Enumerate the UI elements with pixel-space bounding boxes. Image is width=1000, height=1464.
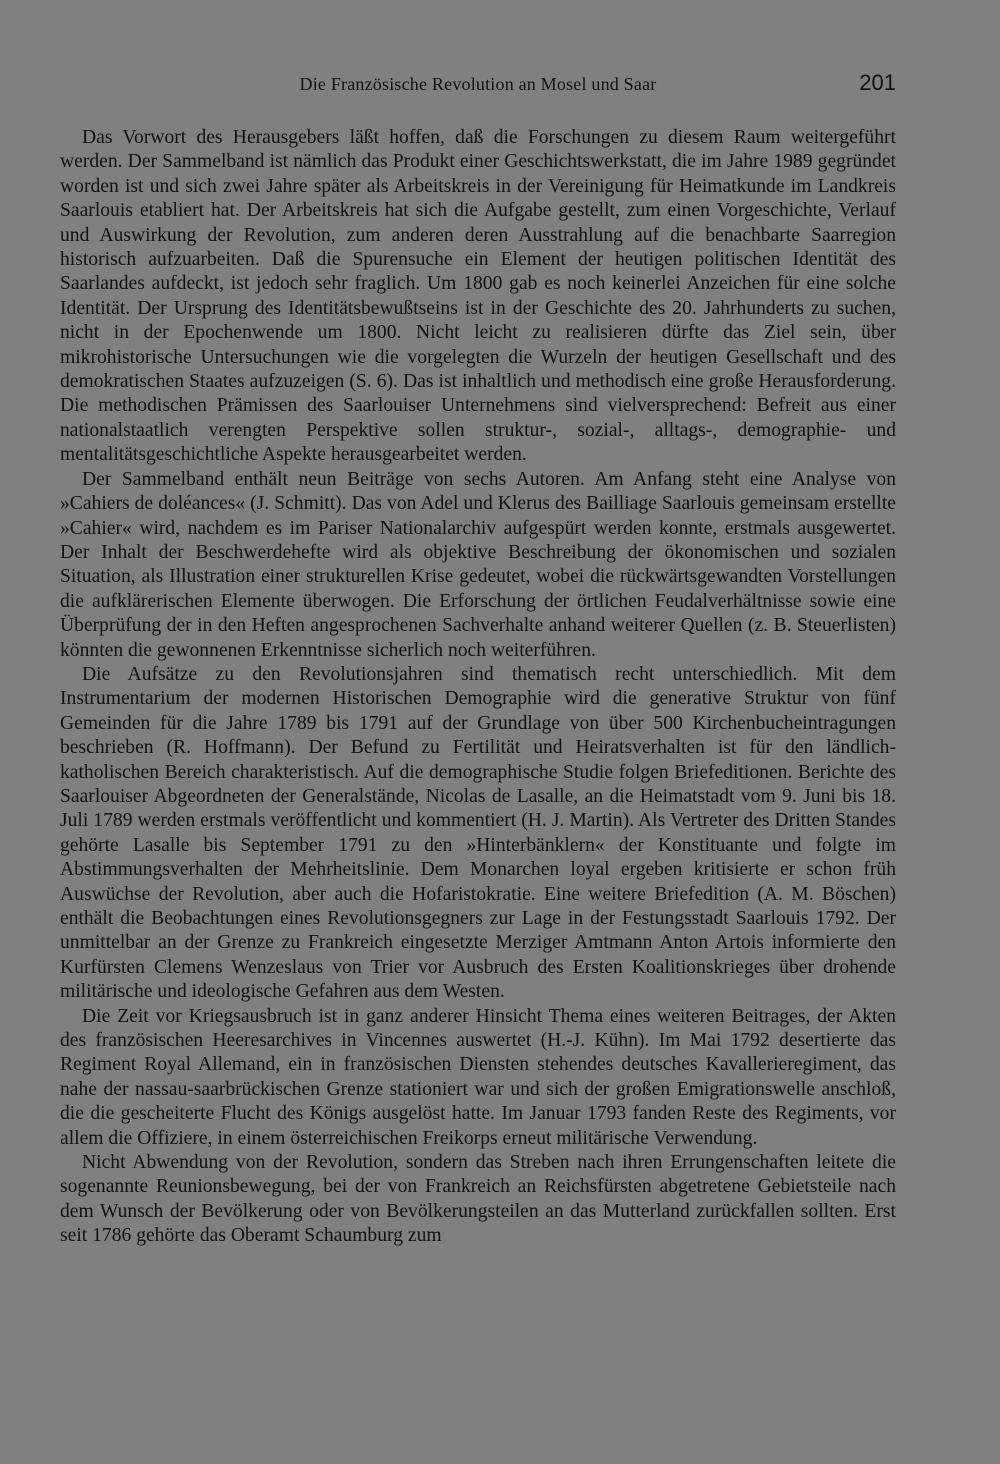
running-header [60,70,896,100]
page-number: 201 [859,70,896,95]
paragraph: Nicht Abwendung von der Revolution, sondern das Streben nach ihren Errungenschaften leitete die sogenannte Reunionsbewegung, bei der von Frankreich an Reichsfürsten abgetretene Gebietsteile nach dem Wunsch der Bevölkerung oder von Bevölkerungsteilen an das Mutterland zurückfallen sollten. Erst seit 1786 gehörte das Oberamt Schaumburg zum [60,1152,896,1247]
running-title: Die Französische Revolution an Mosel und Saar [299,74,657,94]
paragraph: Die Aufsätze zu den Revolutionsjahren sind thematisch recht unterschiedlich. Mit dem Instrumentarium der modernen Historischen Demographie wird die generative Struktur von fünf Gemeinden für die Jahre 1789 bis 1791 auf der Grundlage von über 500 Kirchenbucheintragungen beschrieben (R. Hoffmann). Der Befund zu Fertilität und Heiratsverhalten ist für den ländlich-katholischen Bereich charakteristisch. Auf die demographische Studie folgen Briefeditionen. Berichte des Saarlouiser Abgeordneten der Generalstände, Nicolas de Lasalle, an die Heimatstadt vom 9. Juni bis 18. Juli 1789 werden erstmals veröffentlicht und kommentiert (H. J. Martin). Als Vertreter des Dritten Standes gehörte Lasalle bis September 1791 zu den »Hinterbänklern« der Konstituante und folgte im Abstimmungsverhalten der Mehrheitslinie. Dem Monarchen loyal ergeben kritisierte er schon früh Auswüchse der Revolution, aber auch die Hofaristokratie. Eine weitere Briefedition (A. M. Böschen) enthält die Beobachtungen eines Revolutionsgegners zur Lage in der Festungsstadt Saarlouis 1792. Der unmittelbar an der Grenze zu Frankreich eingesetzte Merziger Amtmann Anton Artois informierte den Kurfürsten Clemens Wenzeslaus von Trier vor Ausbruch des Ersten Koalitionskrieges über drohende militärische und ideologische Gefahren aus dem Westen. [60,663,896,1003]
paragraph: Der Sammelband enthält neun Beiträge von sechs Autoren. Am Anfang steht eine Analyse von »Cahiers de doléances« (J. Schmitt). Das von Adel und Klerus des Bailliage Saarlouis gemeinsam erstellte »Cahier« wird, nachdem es im Pariser Nationalarchiv aufgespürt werden konnte, erstmals ausgewertet. Der Inhalt der Beschwerdehefte wird als objektive Beschreibung der ökonomischen und sozialen Situation, als Illustration einer strukturellen Krise gedeutet, wobei die rückwärtsgewandten Vorstellungen die aufklärerischen Elemente überwogen. Die Erforschung der örtlichen Feudalverhältnisse sowie eine Überprüfung der in den Heften angesprochenen Sachverhalte anhand weiterer Quellen (z. B. Steuerlisten) könnten die gewonnenen Erkenntnisse sicherlich noch weiterführen. [60,468,896,661]
book-page [60,0,896,1464]
paragraph: Die Zeit vor Kriegsausbruch ist in ganz anderer Hinsicht Thema eines weiteren Beitrages, der Akten des französischen Heeresarchives in Vincennes auswertet (H.-J. Kühn). Im Mai 1792 desertierte das Regiment Royal Allemand, ein in französischen Diensten stehendes deutsches Kavallerieregiment, das nahe der nassau-saarbrückischen Grenze stationiert war und sich der großen Emigrationswelle anschloß, die die gescheiterte Flucht des Königs ausgelöst hatte. Im Januar 1793 fanden Reste des Regiments, vor allem die Offiziere, in einem österreichischen Freikorps erneut militärische Verwendung. [60,1005,896,1149]
body-text [60,126,896,1249]
paragraph: Das Vorwort des Herausgebers läßt hoffen, daß die Forschungen zu diesem Raum weitergeführt werden. Der Sammelband ist nämlich das Produkt einer Geschichtswerkstatt, die im Jahre 1989 gegründet worden ist und sich zwei Jahre später als Arbeitskreis in der Vereinigung für Heimatkunde im Landkreis Saarlouis etabliert hat. Der Arbeitskreis hat sich die Aufgabe gestellt, zum einen Vorgeschichte, Verlauf und Auswirkung der Revolution, zum anderen deren Ausstrahlung auf die benachbarte Saarregion historisch aufzuarbeiten. Daß die Spurensuche ein Element der heutigen politischen Identität des Saarlandes aufdeckt, ist jedoch sehr fraglich. Um 1800 gab es noch keinerlei Anzeichen für eine solche Identität. Der Ursprung des Identitätsbewußtseins ist in der Geschichte des 20. Jahrhunderts zu suchen, nicht in der Epochenwende um 1800. Nicht leicht zu realisieren dürfte das Ziel sein, über mikrohistorische Untersuchungen wie die vorgelegten die Wurzeln der heutigen Gesellschaft und des demokratischen Staates aufzuzeigen (S. 6). Das ist inhaltlich und methodisch eine große Herausforderung. Die methodischen Prämissen des Saarlouiser Unternehmens sind vielversprechend: Befreit aus einer nationalstaatlich verengten Perspektive sollen struktur-, sozial-, alltags-, demographie- und mentalitätsgeschichtliche Aspekte herausgearbeitet werden. [60,127,896,466]
